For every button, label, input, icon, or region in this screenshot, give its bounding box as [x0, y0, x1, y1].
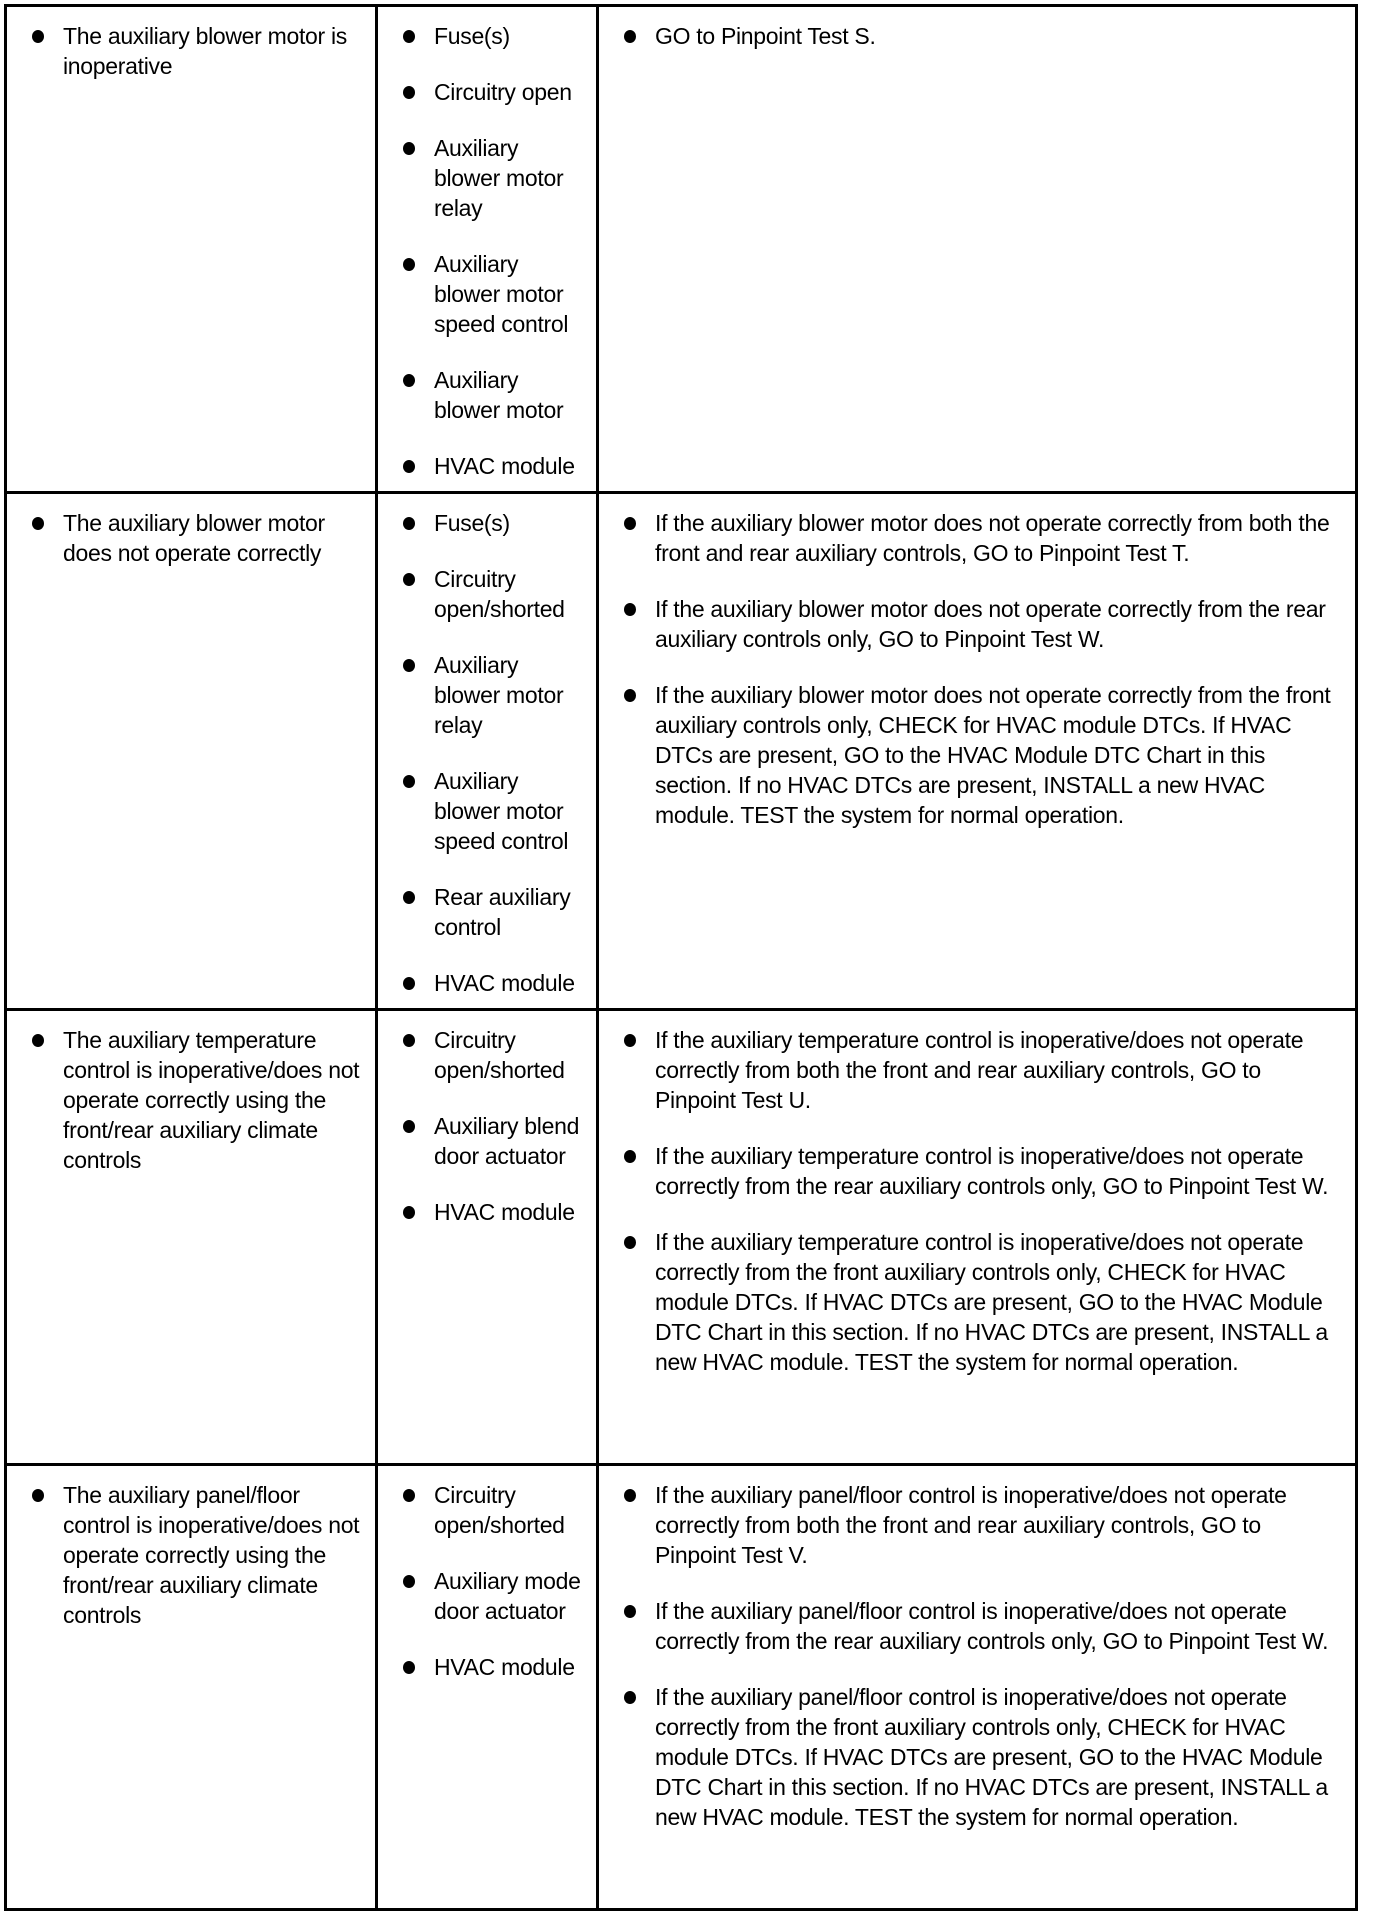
action-cell	[598, 1010, 1357, 1465]
list-item: If the auxiliary panel/floor control is inoperative/does not operate correctly from the front auxiliary controls only, CHECK for HVAC module DTCs. If HVAC DTCs are present, GO to the HVAC Module DTC Chart in this section. If no HVAC DTCs are present, INSTALL a new HVAC module. TEST the system for normal operation.	[621, 1682, 1345, 1832]
bullet-icon	[403, 86, 415, 99]
list-item: Auxiliary blower motor speed control	[400, 766, 586, 856]
bullet-icon	[624, 603, 636, 616]
bullet-icon	[624, 689, 636, 702]
table-row	[6, 493, 1357, 1010]
condition-cell	[6, 6, 377, 493]
bullet-icon	[403, 258, 415, 271]
list-item: HVAC module	[400, 1197, 586, 1227]
possible-source-cell	[377, 493, 598, 1010]
list-item: Circuitry open/shorted	[400, 564, 586, 624]
condition-list	[29, 508, 365, 568]
list-item: The auxiliary blower motor does not operate correctly	[29, 508, 365, 568]
bullet-icon	[32, 30, 44, 43]
condition-list	[29, 1025, 365, 1175]
list-item: Auxiliary blower motor	[400, 365, 586, 425]
list-item: HVAC module	[400, 968, 586, 998]
bullet-icon	[624, 517, 636, 530]
possible-source-cell	[377, 1010, 598, 1465]
list-item: GO to Pinpoint Test S.	[621, 21, 1345, 51]
list-item: The auxiliary panel/floor control is inoperative/does not operate correctly using the front/rear auxiliary climate controls	[29, 1480, 365, 1630]
action-list	[621, 21, 1345, 51]
bullet-icon	[403, 142, 415, 155]
list-item: Fuse(s)	[400, 508, 586, 538]
list-item: If the auxiliary panel/floor control is inoperative/does not operate correctly from the rear auxiliary controls only, GO to Pinpoint Test W.	[621, 1596, 1345, 1656]
list-item: Auxiliary blend door actuator	[400, 1111, 586, 1171]
bullet-icon	[624, 1691, 636, 1704]
list-item: Circuitry open/shorted	[400, 1025, 586, 1085]
list-item: Auxiliary blower motor relay	[400, 133, 586, 223]
list-item: Circuitry open	[400, 77, 586, 107]
list-item: If the auxiliary blower motor does not operate correctly from both the front and rear auxiliary controls, GO to Pinpoint Test T.	[621, 508, 1345, 568]
table-row	[6, 1465, 1357, 1910]
action-cell	[598, 493, 1357, 1010]
possible-source-list	[400, 1480, 586, 1682]
bullet-icon	[32, 517, 44, 530]
table-row	[6, 6, 1357, 493]
action-list	[621, 1480, 1345, 1832]
bullet-icon	[624, 30, 636, 43]
bullet-icon	[403, 460, 415, 473]
action-cell	[598, 6, 1357, 493]
bullet-icon	[624, 1150, 636, 1163]
symptom-chart-table	[4, 4, 1358, 1911]
list-item: If the auxiliary blower motor does not operate correctly from the front auxiliary controls only, CHECK for HVAC module DTCs. If HVAC DTCs are present, GO to the HVAC Module DTC Chart in this section. If no HVAC DTCs are present, INSTALL a new HVAC module. TEST the system for normal operation.	[621, 680, 1345, 830]
condition-cell	[6, 493, 377, 1010]
bullet-icon	[624, 1034, 636, 1047]
possible-source-list	[400, 21, 586, 481]
bullet-icon	[624, 1236, 636, 1249]
action-list	[621, 1025, 1345, 1377]
table-row	[6, 1010, 1357, 1465]
list-item: Auxiliary blower motor relay	[400, 650, 586, 740]
possible-source-list	[400, 508, 586, 998]
bullet-icon	[403, 1206, 415, 1219]
bullet-icon	[403, 374, 415, 387]
condition-cell	[6, 1010, 377, 1465]
list-item: HVAC module	[400, 1652, 586, 1682]
list-item: If the auxiliary temperature control is inoperative/does not operate correctly from both the front and rear auxiliary controls, GO to Pinpoint Test U.	[621, 1025, 1345, 1115]
list-item: Fuse(s)	[400, 21, 586, 51]
bullet-icon	[32, 1034, 44, 1047]
bullet-icon	[403, 517, 415, 530]
bullet-icon	[403, 1489, 415, 1502]
bullet-icon	[403, 977, 415, 990]
bullet-icon	[403, 775, 415, 788]
list-item: HVAC module	[400, 451, 586, 481]
bullet-icon	[624, 1489, 636, 1502]
list-item: If the auxiliary temperature control is inoperative/does not operate correctly from the rear auxiliary controls only, GO to Pinpoint Test W.	[621, 1141, 1345, 1201]
bullet-icon	[403, 1034, 415, 1047]
list-item: The auxiliary temperature control is inoperative/does not operate correctly using the front/rear auxiliary climate controls	[29, 1025, 365, 1175]
possible-source-cell	[377, 1465, 598, 1910]
list-item: Auxiliary blower motor speed control	[400, 249, 586, 339]
condition-list	[29, 21, 365, 81]
bullet-icon	[32, 1489, 44, 1502]
bullet-icon	[403, 659, 415, 672]
bullet-icon	[403, 1575, 415, 1588]
bullet-icon	[403, 891, 415, 904]
bullet-icon	[403, 1120, 415, 1133]
action-list	[621, 508, 1345, 830]
list-item: If the auxiliary blower motor does not operate correctly from the rear auxiliary controls only, GO to Pinpoint Test W.	[621, 594, 1345, 654]
possible-source-list	[400, 1025, 586, 1227]
condition-list	[29, 1480, 365, 1630]
bullet-icon	[624, 1605, 636, 1618]
list-item: Circuitry open/shorted	[400, 1480, 586, 1540]
list-item: Rear auxiliary control	[400, 882, 586, 942]
list-item: If the auxiliary temperature control is inoperative/does not operate correctly from the front auxiliary controls only, CHECK for HVAC module DTCs. If HVAC DTCs are present, GO to the HVAC Module DTC Chart in this section. If no HVAC DTCs are present, INSTALL a new HVAC module. TEST the system for normal operation.	[621, 1227, 1345, 1377]
action-cell	[598, 1465, 1357, 1910]
bullet-icon	[403, 573, 415, 586]
condition-cell	[6, 1465, 377, 1910]
list-item: If the auxiliary panel/floor control is inoperative/does not operate correctly from both the front and rear auxiliary controls, GO to Pinpoint Test V.	[621, 1480, 1345, 1570]
list-item: The auxiliary blower motor is inoperative	[29, 21, 365, 81]
bullet-icon	[403, 30, 415, 43]
possible-source-cell	[377, 6, 598, 493]
list-item: Auxiliary mode door actuator	[400, 1566, 586, 1626]
bullet-icon	[403, 1661, 415, 1674]
